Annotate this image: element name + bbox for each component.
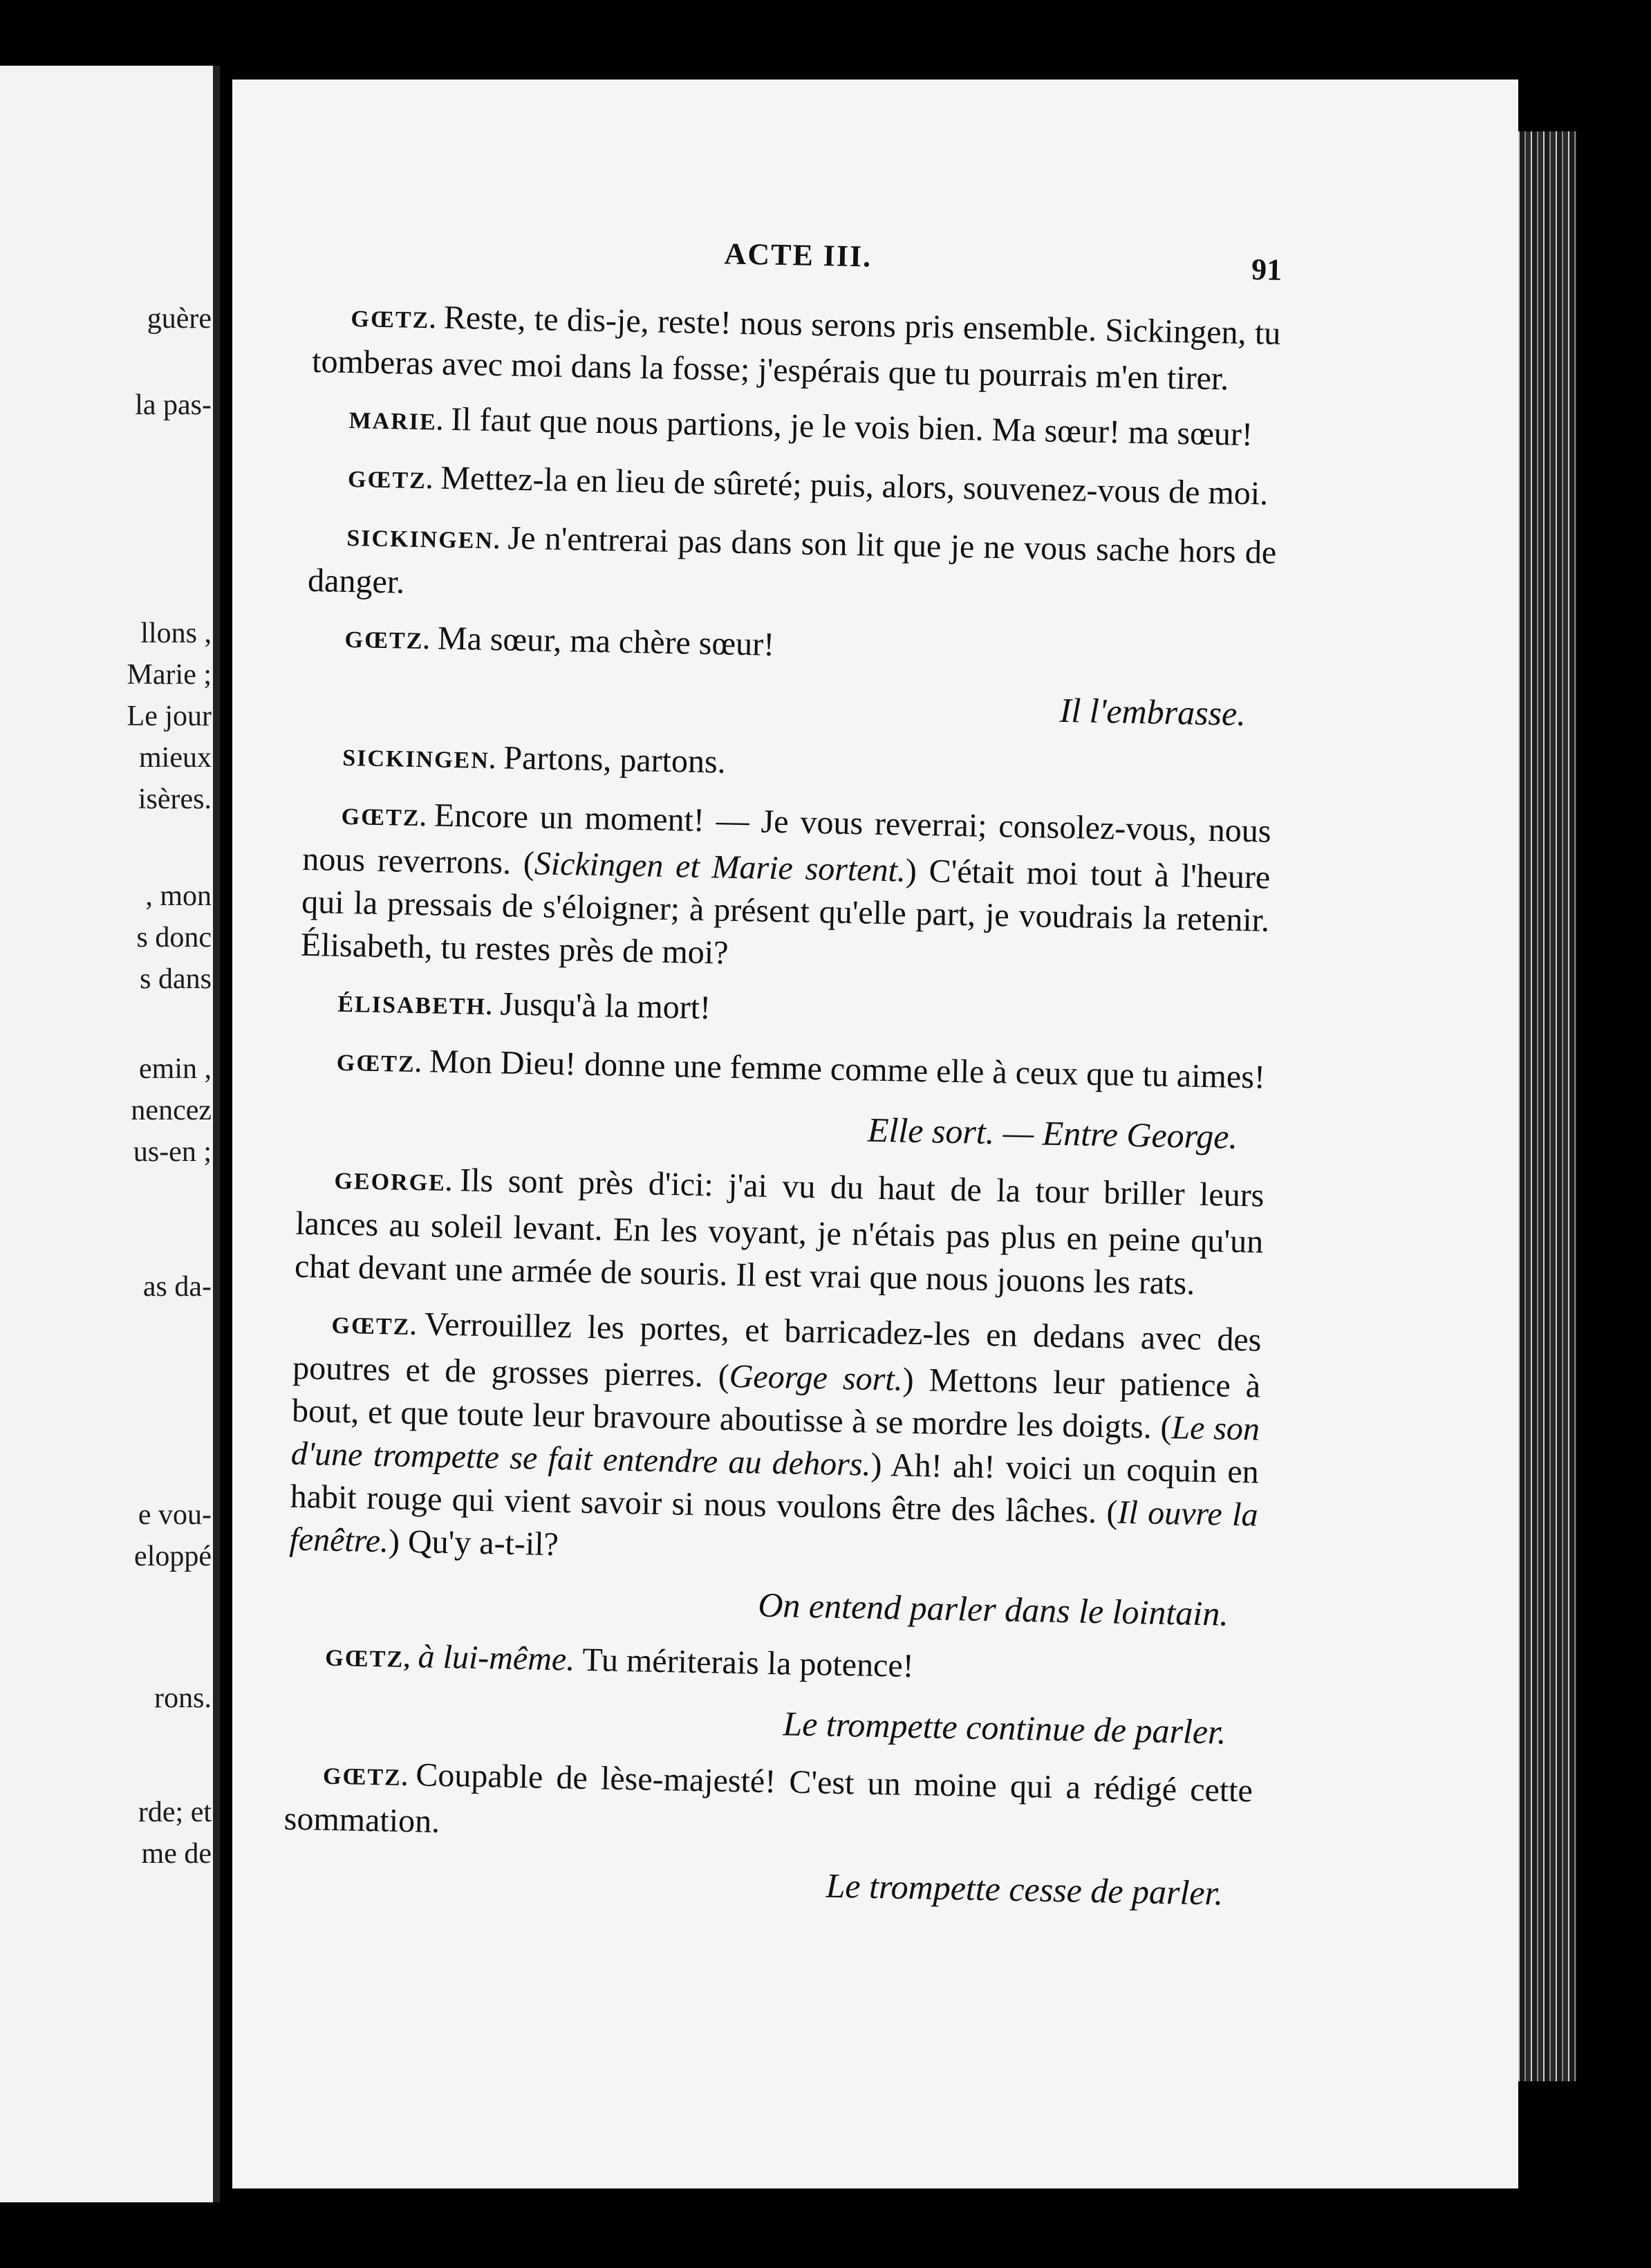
- left-page-line: , mon: [145, 880, 212, 912]
- stage-direction: On entend parler dans le lointain.: [757, 1585, 1229, 1633]
- left-page-line: Le jour: [127, 700, 212, 732]
- speaker-name: GŒTZ.: [336, 1050, 423, 1078]
- inline-stage-direction: Le son d'une trompette se fait entendre au dehors.: [290, 1409, 1260, 1483]
- speech-paragraph: [283, 1751, 1253, 1859]
- speaker-name: SICKINGEN.: [346, 525, 501, 555]
- left-page-line: emin ,: [139, 1053, 212, 1085]
- speech-text: Verrouillez les portes, et barricadez-les en dedans avec des poutres et de grosses pierres. (: [292, 1305, 1262, 1395]
- speech-text: Encore un moment! — Je vous reverrai; consolez-vous, nous nous reverrons. (: [301, 797, 1272, 882]
- left-page-line: llons ,: [140, 617, 212, 649]
- speech-text: Tu mériterais la potence!: [574, 1641, 915, 1685]
- speaker-name: GŒTZ.: [347, 466, 434, 494]
- left-page-line: mieux: [139, 742, 212, 774]
- page-number: 91: [1251, 252, 1282, 287]
- speaker-name: GŒTZ,: [324, 1645, 411, 1673]
- speech-paragraph: [289, 1301, 1262, 1580]
- left-page-line: rde; et: [138, 1796, 212, 1828]
- left-page-line: la pas-: [135, 389, 212, 421]
- left-page-line: s donc: [136, 922, 212, 954]
- stage-direction: Elle sort. — Entre George.: [867, 1110, 1238, 1156]
- speaker-name: MARIE.: [348, 408, 445, 436]
- inline-stage-direction: Sickingen et Marie sortent.: [534, 845, 906, 889]
- speech-text: Reste, te dis-je, reste! nous serons pris ensemble. Sickingen, tu tomberas avec moi dans la fosse; j'espérais que tu pourrais m'en tirer.: [311, 299, 1281, 398]
- speech-text: Partons, partons.: [503, 739, 727, 781]
- stage-direction: Le trompette cesse de parler.: [826, 1866, 1224, 1913]
- speech-paragraph: [299, 979, 1268, 1044]
- inline-stage-direction: George sort.: [729, 1357, 904, 1398]
- speech-paragraph: [309, 454, 1278, 519]
- speaker-name: GŒTZ.: [344, 626, 431, 655]
- left-page-line: eloppé: [134, 1541, 212, 1572]
- left-page-line: isères.: [138, 783, 212, 815]
- speech-text: ) C'était moi tout à l'heure qui la pressais de s'éloigner; à présent qu'elle part, je voudrais la retenir. Élisabeth, tu restes près de moi?: [300, 852, 1271, 972]
- speech-paragraph: [306, 615, 1275, 680]
- left-page-line: as da-: [142, 1271, 212, 1303]
- speech-text: Mettez-la en lieu de sûreté; puis, alors, souvenez-vous de moi.: [440, 459, 1269, 512]
- speech-text: Il faut que nous partions, je le vois bien. Ma sœur! ma sœur!: [450, 400, 1253, 454]
- speech-text: ) Mettons leur patience à bout, et que toute leur bravoure aboutisse à se mordre les doigts. (: [291, 1361, 1261, 1447]
- speech-paragraph: [295, 1156, 1265, 1307]
- speech-text: Ils sont près d'ici: j'ai vu du haut de la tour briller leurs lances au soleil levant. En les voyant, je n'étais pas plus en peine qu'un chat devant une armée de souris. Il est vrai que nous jouons les rats.: [294, 1162, 1265, 1302]
- left-page-line: nencez: [131, 1095, 212, 1126]
- dialogue-body: [283, 294, 1281, 1915]
- speech-text: Jusqu'à la mort!: [500, 985, 711, 1027]
- stage-direction: Il l'embrasse.: [1059, 690, 1247, 733]
- left-page-line: Marie ;: [127, 659, 212, 691]
- left-page-line: guère: [147, 303, 212, 335]
- left-page-line: us-en ;: [133, 1136, 212, 1168]
- speech-text: ) Qu'y a-t-il?: [388, 1523, 559, 1563]
- speaker-name: GŒTZ.: [322, 1763, 409, 1792]
- speech-text: Ma sœur, ma chère sœur!: [437, 620, 775, 663]
- speech-paragraph: [312, 294, 1281, 402]
- speaker-name: SICKINGEN.: [342, 745, 497, 774]
- speech-paragraph: [298, 1038, 1267, 1103]
- speech-paragraph: [287, 1633, 1256, 1698]
- page-content: [282, 228, 1282, 1931]
- previous-page-fragment: [0, 66, 220, 2202]
- speaker-name: ÉLISABETH.: [337, 991, 494, 1021]
- left-page-line: rons.: [154, 1682, 212, 1714]
- speech-paragraph: [300, 792, 1271, 985]
- speaker-name: GŒTZ.: [331, 1312, 418, 1341]
- left-page-line: me de: [141, 1838, 212, 1870]
- speech-text: Je n'entrerai pas dans son lit que je ne vous sache hors de danger.: [307, 519, 1277, 601]
- running-title: ACTE III.: [724, 236, 873, 274]
- inline-stage-direction: à lui-même.: [418, 1638, 575, 1678]
- speaker-name: GEORGE.: [334, 1168, 454, 1197]
- speaker-name: GŒTZ.: [341, 803, 428, 832]
- page-gutter: [213, 66, 220, 2202]
- speech-text: Mon Dieu! donne une femme comme elle à ceux que tu aimes!: [429, 1043, 1266, 1096]
- speech-text: ) Ah! ah! voici un coquin en habit rouge qui vient savoir si nous voulons être des lâches. (: [290, 1446, 1260, 1531]
- speech-paragraph: [310, 396, 1279, 461]
- inline-stage-direction: Il ouvre la fenêtre.: [289, 1494, 1259, 1560]
- left-page-line: s dans: [140, 963, 212, 995]
- speech-text: Coupable de lèse-majesté! C'est un moine qui a rédigé cette sommation.: [283, 1756, 1253, 1840]
- stage-direction: Le trompette continue de parler.: [782, 1704, 1227, 1751]
- speaker-name: GŒTZ.: [351, 306, 438, 334]
- speech-paragraph: [304, 733, 1273, 798]
- speech-paragraph: [308, 513, 1277, 621]
- left-page-line: e vou-: [138, 1499, 212, 1531]
